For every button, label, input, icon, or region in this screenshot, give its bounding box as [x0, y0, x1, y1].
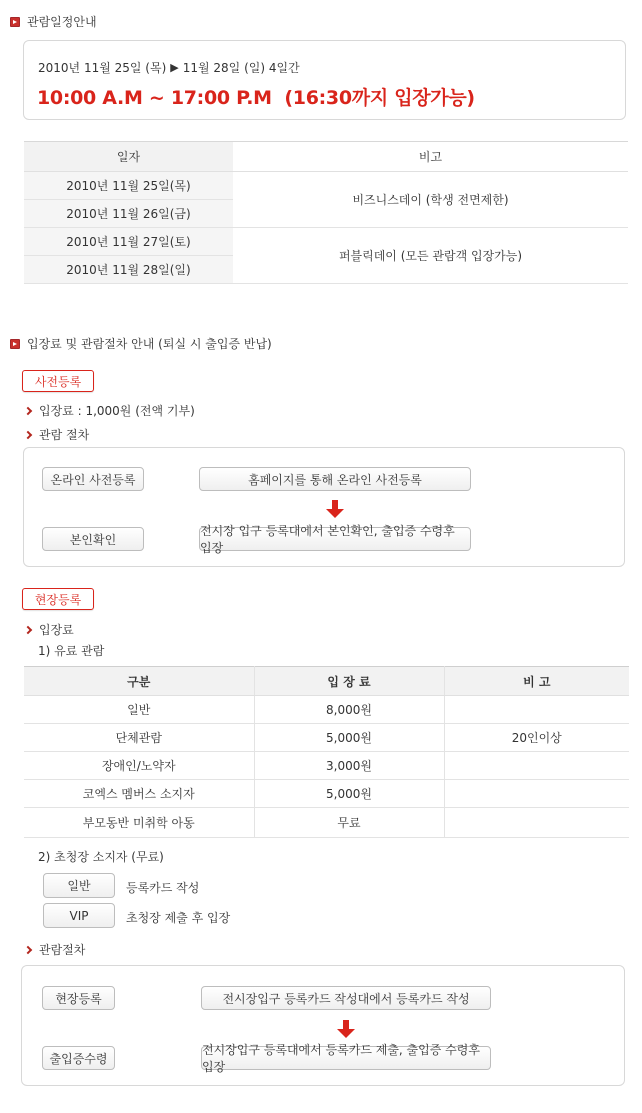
schedule-table — [24, 141, 628, 284]
table-row — [24, 172, 628, 200]
onsite-procedure-box — [21, 965, 625, 1086]
fee-price-cell: 5,000원 — [254, 724, 444, 752]
paid-admission-label: 1) 유료 관람 — [38, 644, 105, 658]
step-label-identity-check: 본인확인 — [42, 527, 144, 551]
schedule-section-title-text: 관람일정안내 — [27, 15, 97, 29]
schedule-date-cell: 2010년 11월 28일(일) — [24, 256, 233, 284]
fee-note-cell — [444, 780, 629, 808]
section-arrow-icon — [10, 339, 20, 349]
fee-category-cell: 일반 — [24, 696, 254, 724]
fee-table — [24, 666, 629, 838]
step-desc-pass-pickup: 전시장입구 등록대에서 등록카드 제출, 출입증 수령후 입장 — [201, 1046, 491, 1070]
onsite-registration-tag: 현장등록 — [22, 588, 94, 610]
schedule-date-range — [38, 59, 300, 76]
fee-note-cell: 20인이상 — [444, 724, 629, 752]
table-row — [24, 228, 628, 256]
fee-note-cell — [444, 696, 629, 724]
chevron-right-icon — [24, 406, 32, 414]
pre-procedure-bullet — [24, 426, 89, 443]
fee-note-cell — [444, 752, 629, 780]
step-desc-online-preregistration: 홈페이지를 통해 온라인 사전등록 — [199, 467, 471, 491]
down-arrow-icon — [326, 500, 344, 518]
pre-fee-bullet — [24, 402, 195, 419]
schedule-box — [23, 40, 626, 120]
pre-procedure-text: 관람 절차 — [39, 428, 90, 442]
fee-category-cell: 장애인/노약자 — [24, 752, 254, 780]
schedule-col-date: 일자 — [24, 142, 233, 172]
fee-category-cell: 부모동반 미취학 아동 — [24, 808, 254, 838]
step-label-online-preregistration: 온라인 사전등록 — [42, 467, 144, 491]
section-arrow-icon — [10, 17, 20, 27]
schedule-hours: 10:00 A.M ~ 17:00 P.M (16:30까지 입장가능) — [37, 87, 475, 109]
admission-section-title-text: 입장료 및 관람절차 안내 (퇴실 시 출입증 반납) — [27, 337, 272, 351]
chevron-right-icon — [24, 945, 32, 953]
pre-procedure-box — [23, 447, 625, 567]
fee-price-cell: 8,000원 — [254, 696, 444, 724]
fee-category-cell: 코엑스 멤버스 소지자 — [24, 780, 254, 808]
table-row — [24, 780, 629, 808]
onsite-fee-text: 입장료 — [39, 623, 74, 637]
step-label-pass-pickup: 출입증수령 — [42, 1046, 115, 1070]
schedule-date-cell: 2010년 11월 25일(목) — [24, 172, 233, 200]
chevron-right-icon — [24, 430, 32, 438]
play-arrow-icon: ▶ — [170, 61, 179, 74]
invite-holder-label: 2) 초청장 소지자 (무료) — [38, 850, 164, 864]
onsite-procedure-text: 관람절차 — [39, 943, 86, 957]
step-desc-onsite-registration: 전시장입구 등록카드 작성대에서 등록카드 작성 — [201, 986, 491, 1010]
schedule-note-cell: 퍼블릭데이 (모든 관람객 입장가능) — [233, 228, 628, 284]
step-label-onsite-registration: 현장등록 — [42, 986, 115, 1010]
fee-price-cell: 무료 — [254, 808, 444, 838]
pre-registration-tag: 사전등록 — [22, 370, 94, 392]
down-arrow-icon — [337, 1020, 355, 1038]
invite-general-desc: 등록카드 작성 — [126, 881, 200, 895]
schedule-date-end: 11월 28일 (일) 4일간 — [182, 61, 300, 75]
table-row — [24, 752, 629, 780]
fee-note-cell — [444, 808, 629, 838]
pre-fee-text: 입장료 : 1,000원 (전액 기부) — [39, 404, 195, 418]
invite-vip-label: VIP — [43, 903, 115, 928]
step-desc-identity-check: 전시장 입구 등록대에서 본인확인, 출입증 수령후 입장 — [199, 527, 471, 551]
schedule-col-note: 비고 — [233, 142, 628, 172]
schedule-section-title — [10, 13, 97, 30]
admission-section-title — [10, 335, 272, 352]
onsite-procedure-bullet — [24, 941, 85, 958]
onsite-fee-bullet — [24, 621, 74, 638]
fee-price-cell: 3,000원 — [254, 752, 444, 780]
invite-vip-desc: 초청장 제출 후 입장 — [126, 911, 231, 925]
table-row — [24, 808, 629, 838]
fee-category-cell: 단체관람 — [24, 724, 254, 752]
fee-price-cell: 5,000원 — [254, 780, 444, 808]
invite-general-label: 일반 — [43, 873, 115, 898]
chevron-right-icon — [24, 625, 32, 633]
table-row — [24, 696, 629, 724]
schedule-date-start: 2010년 11월 25일 (목) — [38, 61, 167, 75]
fee-col-note: 비 고 — [444, 667, 629, 696]
fee-col-category: 구분 — [24, 667, 254, 696]
fee-col-price: 입 장 료 — [254, 667, 444, 696]
table-row — [24, 724, 629, 752]
schedule-date-cell: 2010년 11월 27일(토) — [24, 228, 233, 256]
schedule-date-cell: 2010년 11월 26일(금) — [24, 200, 233, 228]
schedule-note-cell: 비즈니스데이 (학생 전면제한) — [233, 172, 628, 228]
